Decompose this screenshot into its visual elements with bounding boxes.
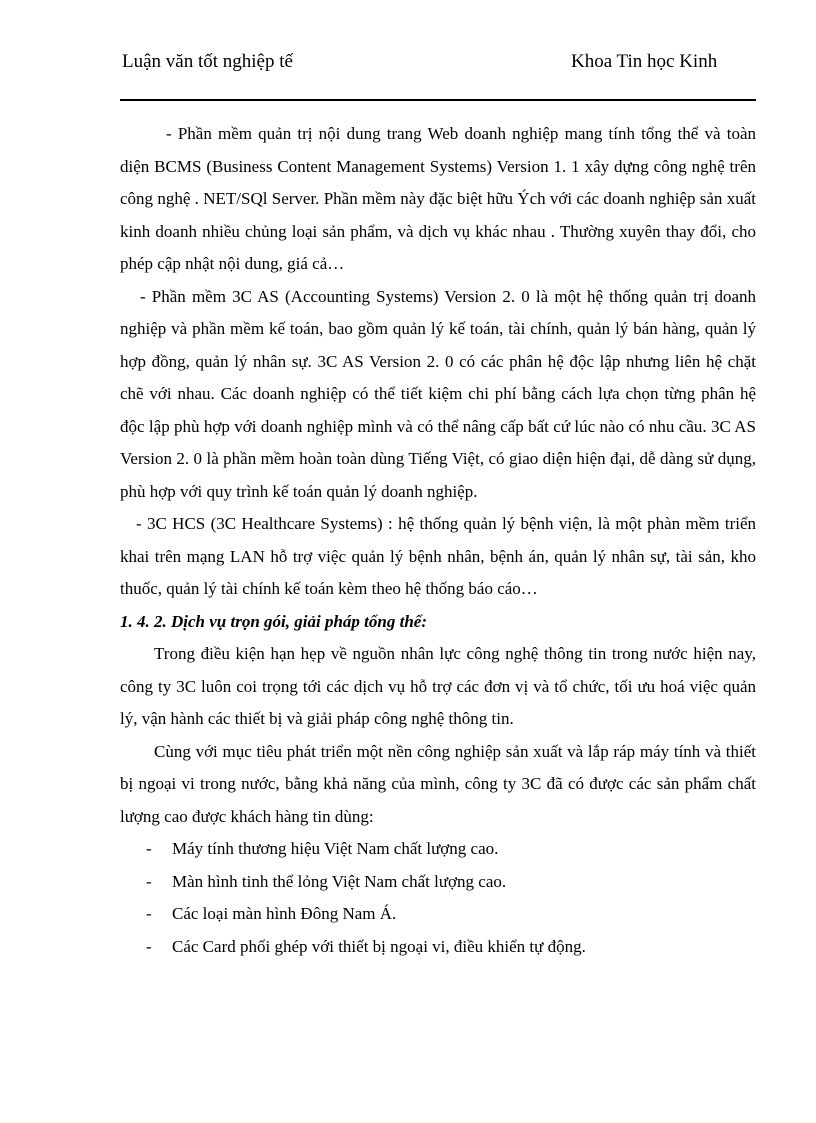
list-dash: - — [146, 871, 152, 891]
header-right-title: Khoa Tin học Kinh — [571, 51, 718, 72]
list-dash: - — [146, 904, 152, 923]
header-left-title: Luận văn tốt nghiệp tế — [122, 51, 293, 72]
list-item — [120, 833, 756, 866]
document-body — [120, 118, 756, 963]
paragraph-products-intro: Cùng với mục tiêu phát triển một nền công nghiệp sản xuất và lắp ráp máy tính và thiết bị ngoại vi trong nước, bằng khả năng của mình, công ty 3C đã có được các sản phẩm chất lượng cao được khách hàng tin dùng: — [120, 741, 756, 826]
list-item-text: Máy tính thương hiệu Việt Nam chất lượng cao. — [172, 839, 499, 858]
list-item-text: Các loại màn hình Đông Nam Á. — [172, 904, 397, 923]
list-dash: - — [146, 936, 152, 956]
list-item-text: Màn hình tinh thể lỏng Việt Nam chất lượng cao. — [172, 871, 507, 891]
paragraph-bcms: - Phần mềm quản trị nội dung trang Web doanh nghiệp mang tính tổng thể và toàn diện BCMS (Business Content Management Systems) Version 1. 1 xây dựng công nghệ trên công nghệ . NET/SQl Server. Phần mềm này đặc biệt hữu Ých với các doanh nghiệp sản xuất kinh doanh nhiều chủng loại sản phẩm, và dịch vụ khác nhau . Thường xuyên thay đổi, cho phép cập nhật nội dung, giá cả… — [120, 124, 756, 273]
paragraph-3c-as: - Phần mềm 3C AS (Accounting Systems) Version 2. 0 là một hệ thống quản trị doanh nghiệp và phần mềm kế toán, bao gồm quản lý kế toán, tài chính, quản lý bán hàng, quản lý hợp đồng, quản lý nhân sự. 3C AS Version 2. 0 có các phân hệ độc lập nhưng liên hệ chặt chẽ với nhau. Các doanh nghiệp có thể tiết kiệm chi phí bằng cách lựa chọn từng phân hệ độc lập phù hợp với doanh nghiệp mình và có thể nâng cấp bất cứ lúc nào có nhu cầu. 3C AS Version 2. 0 là phần mềm hoàn toàn dùng Tiếng Việt, có giao diện hiện đại, dễ dàng sử dụng, phù hợp với quy trình kế toán quản lý doanh nghiệp. — [120, 286, 756, 501]
list-dash: - — [146, 839, 152, 858]
section-heading-1-4-2: 1. 4. 2. Dịch vụ trọn gói, giải pháp tổng thể: — [120, 611, 427, 631]
list-item — [120, 866, 756, 899]
list-item — [120, 898, 756, 931]
product-list — [120, 833, 756, 963]
list-item — [120, 931, 756, 964]
paragraph-3c-hcs: - 3C HCS (3C Healthcare Systems) : hệ thống quản lý bệnh viện, là một phàn mềm triển khai trên mạng LAN hỗ trợ việc quản lý bệnh nhân, bệnh án, quản lý nhân sự, tài sản, kho thuốc, quản lý tài chính kế toán kèm theo hệ thống báo cáo… — [120, 514, 756, 598]
paragraph-services: Trong điều kiện hạn hẹp về nguồn nhân lực công nghệ thông tin trong nước hiện nay, công ty 3C luôn coi trọng tới các dịch vụ hỗ trợ các đơn vị và tổ chức, tối ưu hoá việc quản lý, vận hành các thiết bị và giải pháp công nghệ thông tin. — [120, 644, 756, 728]
header-divider — [120, 99, 756, 101]
list-item-text: Các Card phối ghép với thiết bị ngoại vi, điều khiển tự động. — [172, 936, 586, 956]
